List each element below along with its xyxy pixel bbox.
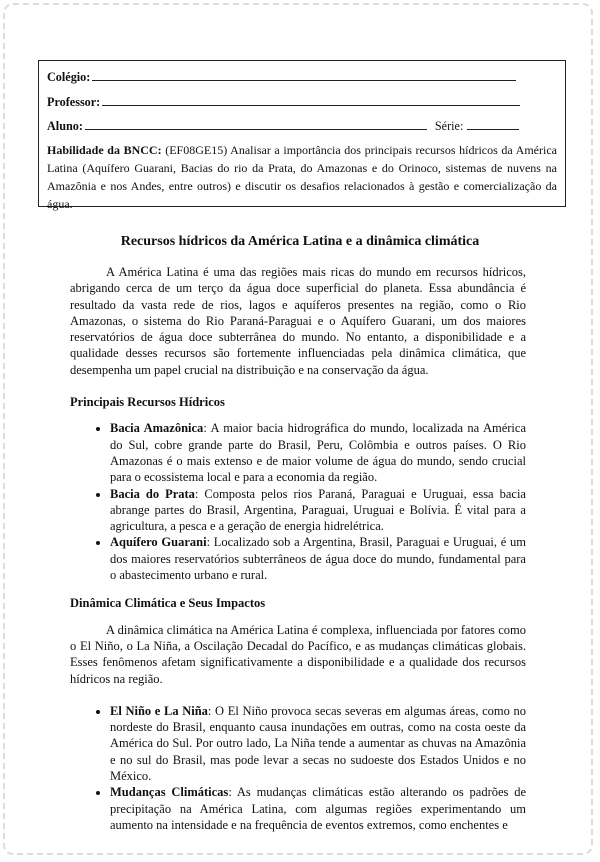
intro-paragraph: A América Latina é uma das regiões mais ricas do mundo em recursos hídricos, abrigando cerca de um terço da água doce superficial do planeta. Essa abundância é resultado da vasta rede de rios, lagos e aquíferos presentes na região, como o Rio Amazonas, o sistema do Rio Paraná-Paraguai e o Aquífero Guarani, um dos maiores reservatórios de água doce subterrânea do mundo. No entanto, a disponibilidade e a qualidade desses recursos são fortemente influenciadas pela dinâmica climática, que desempenha um papel crucial na distribuição e na conservação da água. <box>70 265 526 377</box>
section2-heading: Dinâmica Climática e Seus Impactos <box>70 596 266 611</box>
list-item-text: : As mudanças climáticas estão alterando os padrões de precipitação na América Latina, com algumas regiões experimentando um aumento na intensidade e na frequência de eventos extremos, como enchentes e <box>110 785 527 832</box>
colegio-field[interactable] <box>92 68 516 81</box>
professor-label: Professor: <box>47 94 101 109</box>
section2-list <box>70 703 526 833</box>
list-item <box>110 486 526 535</box>
main-content <box>70 264 526 833</box>
aluno-field[interactable] <box>85 117 427 130</box>
section1-list <box>70 420 526 583</box>
list-item-text: : A maior bacia hidrográfica do mundo, localizada na América do Sul, cobre grande parte do Brasil, Peru, Colômbia e outros países. O Rio Amazonas é o mais extenso e de maior volume de água do mundo, sendo crucial para o ecossistema local e para a economia da região. <box>110 421 526 485</box>
section1-heading: Principais Recursos Hídricos <box>70 395 225 410</box>
aluno-label: Aluno: <box>47 119 83 133</box>
section2-paragraph: A dinâmica climática na América Latina é complexa, influenciada por fatores como o El Niño, o La Niña, a Oscilação Decadal do Pacífico, e as mudanças climáticas globais. Esses fenômenos afetam significativamente a disponibilidade e a qualidade dos recursos hídricos na região. <box>70 622 526 686</box>
serie-field[interactable] <box>467 117 519 130</box>
list-item-term: Bacia do Prata <box>110 486 195 501</box>
list-item-text: : O El Niño provoca secas severas em algumas áreas, como no nordeste do Brasil, enquanto causa inundações em outras, como na costa oeste da América do Sul. Por outro lado, La Niña tende a aumentar as chuvas na Amazônia e no sul do Brasil, mas pode levar a secas no sudoeste dos Estados Unidos e no México. <box>110 703 526 784</box>
list-item <box>110 534 526 583</box>
list-item <box>110 784 526 833</box>
habilidade-text: (EF08GE15) Analisar a importância dos principais recursos hídricos da América Latina (Aquífero Guarani, Bacias do rio da Prata, do Amazonas e do Orinoco, sistemas de nuvens na Amazônia e nos Andes, entre outros) e discutir os desafios relacionados à gestão e comercialização da água. <box>47 142 557 211</box>
list-item-text: : Localizado sob a Argentina, Brasil, Paraguai e Uruguai, é um dos maiores reservatórios subterrâneos de água doce do mundo, fundamental para o abastecimento urbano e rural. <box>110 535 526 583</box>
colegio-row <box>47 65 557 90</box>
list-item-term: Aquífero Guarani <box>110 535 207 550</box>
list-item <box>110 703 526 784</box>
habilidade-label: Habilidade da BNCC: <box>47 142 162 157</box>
list-item <box>110 420 526 485</box>
header-box <box>38 60 566 211</box>
list-item-term: Bacia Amazônica <box>110 421 204 436</box>
professor-field[interactable] <box>102 93 520 106</box>
habilidade-bncc <box>47 141 557 213</box>
colegio-label: Colégio: <box>47 70 91 84</box>
professor-row <box>47 90 557 115</box>
list-item-term: El Niño e La Niña <box>110 703 208 718</box>
serie-label: Série: <box>434 119 464 133</box>
page-title: Recursos hídricos da América Latina e a dinâmica climática <box>120 234 480 249</box>
list-item-text: : Composta pelos rios Paraná, Paraguai e Uruguai, essa bacia abrange partes do Brasil, Argentina, Paraguai, Uruguai e Bolívia. É vital para a agricultura, a pesca e a geração de energia hidrelétrica. <box>110 486 526 534</box>
list-item-term: Mudanças Climáticas <box>110 785 229 800</box>
aluno-row <box>47 114 557 139</box>
